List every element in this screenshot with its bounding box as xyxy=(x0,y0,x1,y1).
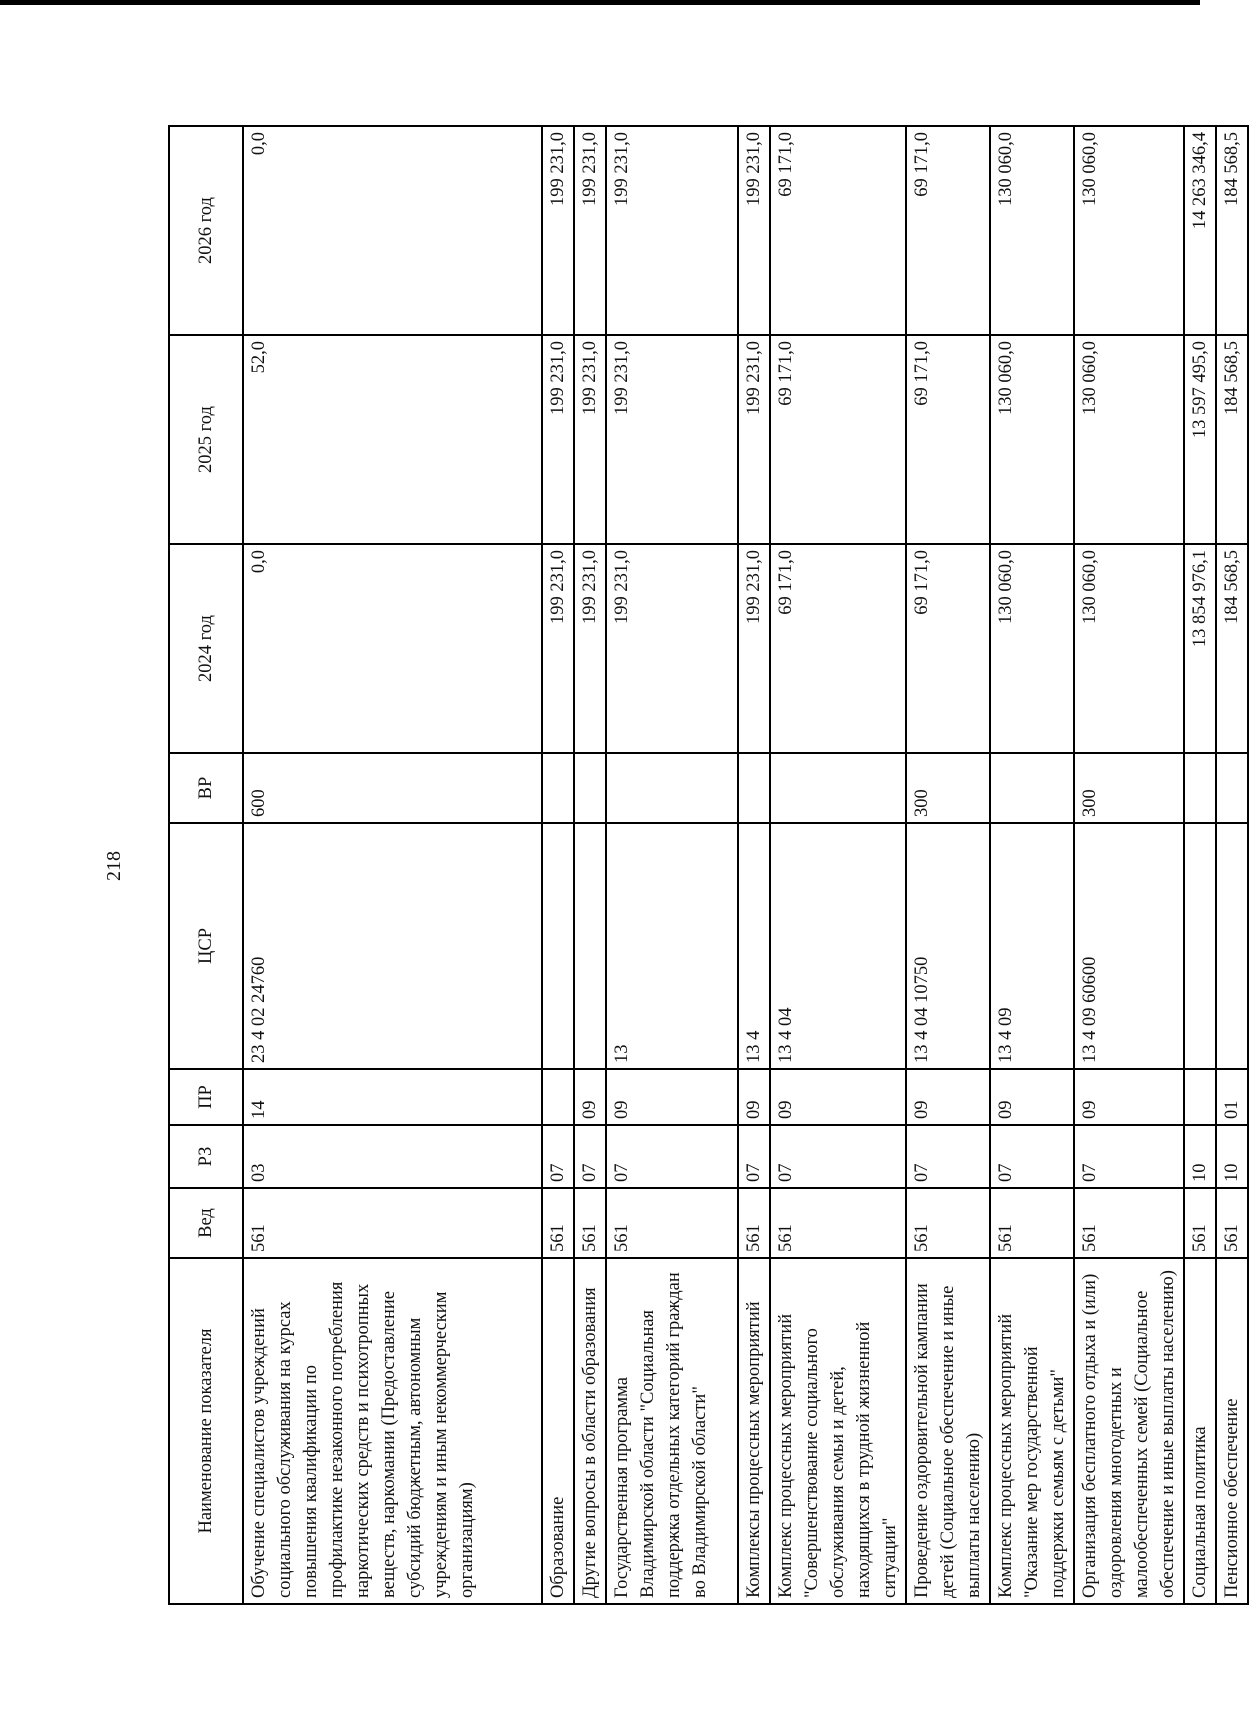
cell-csr: 13 4 xyxy=(738,823,770,1069)
header-pr: ПР xyxy=(169,1069,243,1125)
cell-pr: 09 xyxy=(906,1069,990,1125)
cell-amount-2024: 199 231,0 xyxy=(542,544,574,753)
cell-amount-2026: 199 231,0 xyxy=(606,126,738,335)
cell-ved: 561 xyxy=(770,1188,906,1258)
header-year-2025: 2025 год xyxy=(169,335,243,544)
cell-csr xyxy=(574,823,606,1069)
cell-amount-2024: 69 171,0 xyxy=(770,544,906,753)
cell-amount-2025: 199 231,0 xyxy=(606,335,738,544)
cell-amount-2026: 199 231,0 xyxy=(738,126,770,335)
cell-csr xyxy=(542,823,574,1069)
cell-amount-2026: 199 231,0 xyxy=(574,126,606,335)
cell-pr: 09 xyxy=(574,1069,606,1125)
cell-vr xyxy=(542,753,574,823)
cell-pr xyxy=(1184,1069,1216,1125)
cell-csr: 23 4 02 24760 xyxy=(243,823,542,1069)
table-row xyxy=(1074,126,1184,1604)
table-row xyxy=(1216,126,1248,1604)
cell-amount-2026: 184 568,5 xyxy=(1216,126,1248,335)
budget-table xyxy=(168,125,1249,1605)
cell-indicator-name: Пенсионное обеспечение xyxy=(1216,1258,1248,1604)
cell-pr: 01 xyxy=(1216,1069,1248,1125)
cell-indicator-name: Обучение специалистов учреждений социального обслуживания на курсах повышения квалификации по профилактике незаконного потребления наркотических средств и психотропных веществ, наркомании (Предоставление субсидий бюджетным, автономным учреждениям и иным некоммерческим организациям) xyxy=(243,1258,542,1604)
cell-rz: 07 xyxy=(606,1125,738,1188)
cell-amount-2025: 199 231,0 xyxy=(542,335,574,544)
cell-vr: 300 xyxy=(1074,753,1184,823)
page-number: 218 xyxy=(103,851,125,881)
cell-ved: 561 xyxy=(1184,1188,1216,1258)
cell-ved: 561 xyxy=(738,1188,770,1258)
cell-amount-2025: 52,0 xyxy=(243,335,542,544)
cell-pr xyxy=(542,1069,574,1125)
table-row xyxy=(243,126,542,1604)
cell-amount-2025: 69 171,0 xyxy=(906,335,990,544)
cell-ved: 561 xyxy=(906,1188,990,1258)
cell-pr: 09 xyxy=(738,1069,770,1125)
cell-csr: 13 xyxy=(606,823,738,1069)
cell-amount-2024: 130 060,0 xyxy=(1074,544,1184,753)
cell-indicator-name: Социальная политика xyxy=(1184,1258,1216,1604)
cell-ved: 561 xyxy=(990,1188,1074,1258)
cell-rz: 07 xyxy=(738,1125,770,1188)
cell-vr xyxy=(1184,753,1216,823)
cell-indicator-name: Комплекс процессных мероприятий "Оказание мер государственной поддержки семьям с детьми" xyxy=(990,1258,1074,1604)
table-row xyxy=(542,126,574,1604)
cell-csr: 13 4 04 10750 xyxy=(906,823,990,1069)
cell-pr: 09 xyxy=(990,1069,1074,1125)
cell-amount-2026: 14 263 346,4 xyxy=(1184,126,1216,335)
cell-rz: 07 xyxy=(770,1125,906,1188)
cell-amount-2025: 130 060,0 xyxy=(1074,335,1184,544)
cell-vr xyxy=(738,753,770,823)
table-header-row xyxy=(169,126,243,1604)
cell-csr: 13 4 04 xyxy=(770,823,906,1069)
cell-amount-2025: 184 568,5 xyxy=(1216,335,1248,544)
cell-amount-2026: 130 060,0 xyxy=(990,126,1074,335)
cell-rz: 07 xyxy=(1074,1125,1184,1188)
cell-rz: 07 xyxy=(574,1125,606,1188)
cell-amount-2024: 13 854 976,1 xyxy=(1184,544,1216,753)
cell-amount-2026: 199 231,0 xyxy=(542,126,574,335)
cell-vr: 300 xyxy=(906,753,990,823)
cell-pr: 09 xyxy=(1074,1069,1184,1125)
cell-amount-2026: 69 171,0 xyxy=(906,126,990,335)
cell-rz: 10 xyxy=(1184,1125,1216,1188)
cell-rz: 10 xyxy=(1216,1125,1248,1188)
cell-amount-2026: 130 060,0 xyxy=(1074,126,1184,335)
cell-amount-2024: 199 231,0 xyxy=(606,544,738,753)
header-indicator-name: Наименование показателя xyxy=(169,1258,243,1604)
cell-ved: 561 xyxy=(1074,1188,1184,1258)
table-row xyxy=(770,126,906,1604)
cell-amount-2025: 69 171,0 xyxy=(770,335,906,544)
cell-ved: 561 xyxy=(1216,1188,1248,1258)
table-row xyxy=(906,126,990,1604)
cell-csr xyxy=(1216,823,1248,1069)
rotated-table-container xyxy=(168,127,1242,1605)
cell-vr xyxy=(770,753,906,823)
cell-ved: 561 xyxy=(574,1188,606,1258)
cell-indicator-name: Комплексы процессных мероприятий xyxy=(738,1258,770,1604)
cell-amount-2025: 130 060,0 xyxy=(990,335,1074,544)
cell-csr: 13 4 09 xyxy=(990,823,1074,1069)
top-border-line xyxy=(0,0,1200,5)
cell-vr: 600 xyxy=(243,753,542,823)
cell-ved: 561 xyxy=(542,1188,574,1258)
cell-pr: 09 xyxy=(606,1069,738,1125)
cell-csr: 13 4 09 60600 xyxy=(1074,823,1184,1069)
cell-amount-2024: 0,0 xyxy=(243,544,542,753)
header-year-2024: 2024 год xyxy=(169,544,243,753)
cell-indicator-name: Образование xyxy=(542,1258,574,1604)
cell-vr xyxy=(606,753,738,823)
cell-amount-2025: 13 597 495,0 xyxy=(1184,335,1216,544)
cell-amount-2024: 130 060,0 xyxy=(990,544,1074,753)
cell-vr xyxy=(574,753,606,823)
cell-indicator-name: Организация бесплатного отдыха и (или) оздоровления многодетных и малообеспеченных семей (Социальное обеспечение и иные выплаты населению) xyxy=(1074,1258,1184,1604)
cell-indicator-name: Другие вопросы в области образования xyxy=(574,1258,606,1604)
table-row xyxy=(574,126,606,1604)
cell-amount-2025: 199 231,0 xyxy=(574,335,606,544)
cell-rz: 07 xyxy=(542,1125,574,1188)
cell-amount-2024: 69 171,0 xyxy=(906,544,990,753)
table-row xyxy=(1184,126,1216,1604)
table-row xyxy=(990,126,1074,1604)
cell-amount-2026: 69 171,0 xyxy=(770,126,906,335)
cell-indicator-name: Комплекс процессных мероприятий "Совершенствование социального обслуживания семьи и детей, находящихся в трудной жизненной ситуации" xyxy=(770,1258,906,1604)
cell-ved: 561 xyxy=(243,1188,542,1258)
cell-pr: 09 xyxy=(770,1069,906,1125)
cell-amount-2025: 199 231,0 xyxy=(738,335,770,544)
cell-vr xyxy=(990,753,1074,823)
cell-csr xyxy=(1184,823,1216,1069)
cell-amount-2024: 199 231,0 xyxy=(574,544,606,753)
cell-rz: 03 xyxy=(243,1125,542,1188)
cell-ved: 561 xyxy=(606,1188,738,1258)
cell-pr: 14 xyxy=(243,1069,542,1125)
header-csr: ЦСР xyxy=(169,823,243,1069)
cell-amount-2026: 0,0 xyxy=(243,126,542,335)
cell-amount-2024: 184 568,5 xyxy=(1216,544,1248,753)
table-row xyxy=(738,126,770,1604)
cell-rz: 07 xyxy=(906,1125,990,1188)
cell-rz: 07 xyxy=(990,1125,1074,1188)
cell-indicator-name: Государственная программа Владимирской области "Социальная поддержка отдельных категорий граждан во Владимирской области" xyxy=(606,1258,738,1604)
header-rz: РЗ xyxy=(169,1125,243,1188)
table-row xyxy=(606,126,738,1604)
header-vr: ВР xyxy=(169,753,243,823)
cell-amount-2024: 199 231,0 xyxy=(738,544,770,753)
header-ved: Вед xyxy=(169,1188,243,1258)
cell-indicator-name: Проведение оздоровительной кампании детей (Социальное обеспечение и иные выплаты населению) xyxy=(906,1258,990,1604)
cell-vr xyxy=(1216,753,1248,823)
header-year-2026: 2026 год xyxy=(169,126,243,335)
